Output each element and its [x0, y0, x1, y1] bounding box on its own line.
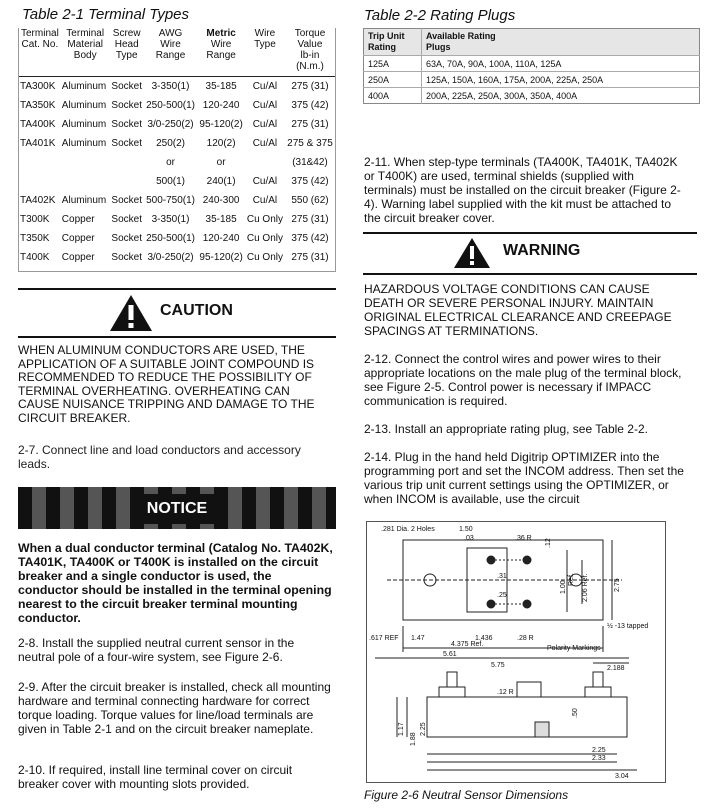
fig-label-4375: 4.375 Ref. — [451, 641, 484, 648]
table1-row — [19, 134, 335, 153]
table1-header-cell: Metric Wire Range — [197, 28, 245, 77]
fig-label-28r: .28 R — [517, 635, 534, 642]
table1-cell: Socket — [111, 213, 142, 225]
para-2-9: 2-9. After the circuit breaker is installed, check all mounting hardware and terminal connecting hardware for correct torque loading. Torque values for line/load terminals are given in Table 2-1 and on the circuit breaker nameplate. — [18, 680, 331, 736]
table1-cell: or — [166, 156, 175, 168]
table2-cell: 250A — [364, 72, 422, 88]
fig-label-25: .25 — [497, 592, 507, 599]
table1-cell: Socket — [111, 137, 142, 149]
fig-label-206: 2.06 Ref. — [582, 573, 589, 602]
notice-body: When a dual conductor terminal (Catalog No. TA402K, TA401K, TA400K or T400K is installed on the circuit breaker and a single conductor is used, the conductor should be installed in the terminal opening nearest to the circuit breaker terminal mounting conductor. — [18, 541, 333, 625]
fig-label-117: 1.17 — [398, 722, 405, 736]
table1-cell: Cu/Al — [252, 99, 278, 111]
para-2-13: 2-13. Install an appropriate rating plug, see Table 2-2. — [364, 422, 648, 436]
table1-row — [19, 96, 335, 115]
table2-header-row — [364, 29, 700, 56]
table1-header-row — [19, 28, 335, 77]
table1-header-cell: Terminal Cat. No. — [19, 28, 61, 77]
table1-cell: Aluminum — [61, 118, 107, 130]
table1-cell — [19, 153, 61, 172]
table1-cell: 275 & 375 — [287, 137, 333, 149]
table1-cell: 275 (31) — [291, 118, 329, 130]
table2-caption: Table 2-2 Rating Plugs — [364, 7, 516, 24]
terminal-types-table — [19, 28, 335, 267]
table1-cell: 3/0-250(2) — [147, 118, 194, 130]
fig-label-50: .50 — [572, 708, 579, 718]
table1-cell: Socket — [111, 118, 142, 130]
fig-label-tapped: ½ -13 tapped — [607, 623, 649, 630]
table1-cell: Aluminum — [61, 99, 107, 111]
table1-cell: 275 (31) — [291, 251, 329, 263]
table1-cell: 500-750(1) — [146, 194, 195, 206]
table1-row — [19, 191, 335, 210]
caution-warning-triangle-icon — [108, 293, 154, 333]
table1-cell: Socket — [111, 232, 142, 244]
fig-label-31: .31 — [497, 573, 507, 580]
table1-cell: Aluminum — [61, 137, 107, 149]
para-2-7: 2-7. Connect line and load conductors and accessory leads. — [18, 443, 301, 471]
table1-cell: 275 (31) — [291, 80, 329, 92]
table1-cell: TA401K — [20, 137, 56, 149]
table1-cell — [110, 172, 144, 191]
table1-cell: Copper — [61, 232, 95, 244]
table2-cell: 125A, 150A, 160A, 175A, 200A, 225A, 250A — [422, 72, 700, 88]
table1-cell: 500(1) — [156, 175, 185, 187]
fig-label-polarity: Polarity Markings — [547, 645, 601, 652]
fig-label-36r: .36 R — [515, 535, 532, 542]
fig-label-275: 2.75 — [614, 578, 621, 592]
fig-label-617: .617 REF — [369, 635, 399, 642]
caution-title: CAUTION — [160, 302, 233, 319]
divider — [18, 288, 336, 290]
table1-cell — [61, 153, 110, 172]
table1-cell: T400K — [20, 251, 50, 263]
notice-title: NOTICE — [131, 494, 223, 524]
fig-label-225v: 2.25 — [420, 722, 427, 736]
rating-plugs-table — [363, 28, 700, 104]
table1-cell: (31&42) — [292, 156, 328, 168]
fig-label-150: 1.50 — [459, 526, 473, 533]
table1-cell: 3-350(1) — [151, 213, 190, 225]
table2-cell: 63A, 70A, 90A, 100A, 110A, 125A — [422, 56, 700, 72]
table1-cell — [61, 172, 110, 191]
table1-row — [19, 153, 335, 172]
table1-frame — [18, 28, 336, 272]
table1-cell: TA300K — [20, 80, 56, 92]
table1-cell: Cu Only — [246, 232, 283, 244]
fig-label-ref: Ref. — [568, 573, 575, 586]
table1-header-cell: Terminal Material Body — [61, 28, 110, 77]
table1-cell — [245, 153, 285, 172]
table1-row — [19, 248, 335, 267]
table1-cell: 3-350(1) — [151, 80, 190, 92]
table1-cell: Aluminum — [61, 194, 107, 206]
fig-label-holes-1: .281 Dia. 2 Holes — [381, 526, 435, 533]
table1-cell: Cu/Al — [252, 80, 278, 92]
table1-cell: 95-120(2) — [199, 251, 243, 263]
table1-cell: 275 (31) — [291, 213, 329, 225]
table1-cell: Cu/Al — [252, 137, 278, 149]
para-2-12: 2-12. Connect the control wires and power wires to their appropriate locations on the male plug of the terminal block, see Figure 2-5. Control power is necessary if IMPACC communication is required. — [364, 352, 682, 408]
table1-cell: Cu Only — [246, 213, 283, 225]
table1-header-cell: Wire Type — [245, 28, 285, 77]
neutral-sensor-figure — [366, 521, 666, 783]
divider — [363, 232, 697, 234]
table1-cell: Cu/Al — [252, 175, 278, 187]
figure-caption: Figure 2-6 Neutral Sensor Dimensions — [364, 788, 569, 802]
table1-cell: 3/0-250(2) — [147, 251, 194, 263]
fig-label-575: 5.75 — [491, 662, 505, 669]
table2-header-cell: Trip Unit Rating — [364, 29, 422, 56]
table1-row — [19, 172, 335, 191]
table1-cell — [19, 172, 61, 191]
table1-cell: Socket — [111, 251, 142, 263]
table1-header-cell: Screw Head Type — [110, 28, 144, 77]
sensor-side-view-body — [427, 697, 627, 737]
fig-label-561: 5.61 — [443, 651, 457, 658]
fig-label-225: 2.25 — [592, 747, 606, 754]
table1-cell: TA400K — [20, 118, 56, 130]
table2-row — [364, 88, 700, 104]
table1-cell: 120-240 — [202, 99, 240, 111]
fig-label-1436: 1.436 — [475, 635, 493, 642]
warning-triangle-icon — [452, 236, 492, 270]
para-2-10: 2-10. If required, install line terminal cover on circuit breaker cover with mounting slots provided. — [18, 763, 293, 791]
table1-cell: 250-500(1) — [146, 99, 195, 111]
warning-title: WARNING — [503, 242, 581, 259]
para-2-8: 2-8. Install the supplied neutral current sensor in the neutral pole of a four-wire system, see Figure 2-6. — [18, 636, 295, 664]
warning-body: HAZARDOUS VOLTAGE CONDITIONS CAN CAUSE DEATH OR SEVERE PERSONAL INJURY. MAINTAIN ORIGINAL ELECTRICAL CLEARANCE AND CREEPAGE SPACINGS AT TERMINATIONS. — [364, 282, 672, 338]
table1-cell: 550 (62) — [291, 194, 329, 206]
fig-label-147: 1.47 — [411, 635, 425, 642]
para-2-14: 2-14. Plug in the hand held Digitrip OPTIMIZER into the programming port and set the INCOM address. Then set the various trip unit current settings using the OPTIMIZER, or when INCOM is available, use the circuit — [364, 450, 684, 506]
table1-cell: TA402K — [20, 194, 56, 206]
fig-label-12r: .12 R — [497, 689, 514, 696]
table1-row — [19, 77, 335, 96]
table1-cell: 120-240 — [202, 232, 240, 244]
fig-label-233: 2.33 — [592, 755, 606, 762]
divider — [18, 336, 336, 338]
table1-cell: 240-300 — [202, 194, 240, 206]
table1-cell: 250-500(1) — [146, 232, 195, 244]
table1-cell: 375 (42) — [291, 232, 329, 244]
table1-cell: Cu/Al — [252, 194, 278, 206]
fig-label-304: 3.04 — [615, 773, 629, 780]
table1-row — [19, 210, 335, 229]
table2-cell: 400A — [364, 88, 422, 104]
table2-header-cell: Available Rating Plugs — [422, 29, 700, 56]
table1-cell: 375 (42) — [291, 175, 329, 187]
table1-cell: Cu Only — [246, 251, 283, 263]
table1-cell: 375 (42) — [291, 99, 329, 111]
table1-cell: Socket — [111, 194, 142, 206]
caution-body: WHEN ALUMINUM CONDUCTORS ARE USED, THE APPLICATION OF A SUITABLE JOINT COMPOUND IS RECOMMENDED TO REDUCE THE POSSIBILITY OF TERMINAL OVERHEATING. OVERHEATING CAN CAUSE NUISANCE TRIPPING AND DAMAGE TO THE CIRCUIT BREAKER. — [18, 343, 315, 425]
table1-cell: Copper — [61, 213, 95, 225]
table1-cell: TA350K — [20, 99, 56, 111]
table1-cell: T350K — [20, 232, 50, 244]
table1-row — [19, 115, 335, 134]
table1-cell: 35-185 — [205, 213, 237, 225]
table1-cell — [110, 153, 144, 172]
para-2-11: 2-11. When step-type terminals (TA400K, TA401K, TA402K or T400K) are used, terminal shields (supplied with terminals) must be installed on the circuit breaker (Figure 2-4). Warning label supplied with the kit must be attached to the circuit breaker cover. — [364, 155, 681, 225]
table1-cell: or — [216, 156, 226, 168]
table2-row — [364, 72, 700, 88]
table1-cell: Aluminum — [61, 80, 107, 92]
table1-cell: T300K — [20, 213, 50, 225]
fig-label-12: .12 — [545, 538, 552, 548]
table1-header-cell: AWG Wire Range — [144, 28, 197, 77]
table1-cell: 120(2) — [206, 137, 236, 149]
table1-row — [19, 229, 335, 248]
table1-cell: 250(2) — [156, 137, 185, 149]
table1-caption: Table 2-1 Terminal Types — [22, 6, 190, 23]
table1-cell: Cu/Al — [252, 118, 278, 130]
table1-cell: Copper — [61, 251, 95, 263]
table1-header-cell: Torque Value lb-in (N.m.) — [285, 28, 335, 77]
table2-cell: 125A — [364, 56, 422, 72]
fig-label-188: 1.88 — [410, 732, 417, 746]
table1-cell: Socket — [111, 80, 142, 92]
table2-cell: 200A, 225A, 250A, 300A, 350A, 400A — [422, 88, 700, 104]
table2-row — [364, 56, 700, 72]
table1-cell: 95-120(2) — [199, 118, 243, 130]
divider — [363, 273, 697, 275]
fig-label-100: 1.00 — [560, 580, 567, 594]
fig-label-03: .03 — [464, 535, 474, 542]
table1-cell: Socket — [111, 99, 142, 111]
table1-cell: 240(1) — [206, 175, 236, 187]
table1-cell: 35-185 — [205, 80, 237, 92]
fig-label-2188: 2.188 — [607, 665, 625, 672]
